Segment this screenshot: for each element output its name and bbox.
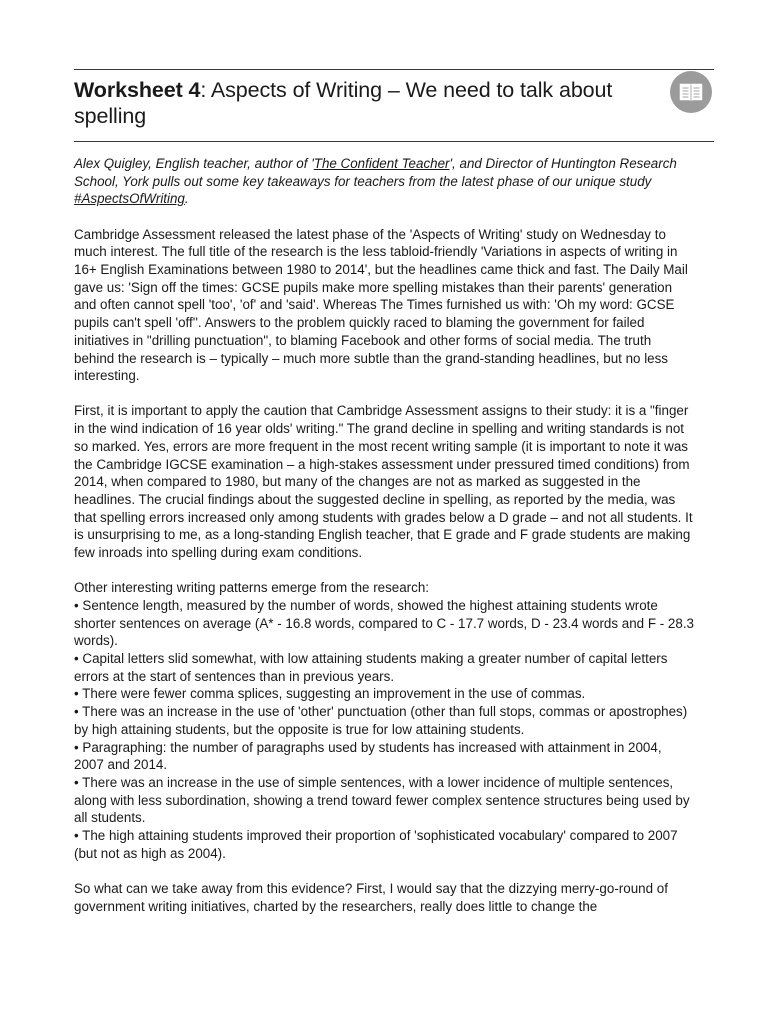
- list-item: • There were fewer comma splices, suggesting an improvement in the use of commas.: [74, 686, 586, 702]
- list-item: • There was an increase in the use of simple sentences, with a lower incidence of multiple sentences, along with less subordination, showing a trend toward fewer complex sentence structures being used by all students.: [74, 775, 690, 826]
- closing-paragraph: So what can we take away from this evidence? First, I would say that the dizzying merry-go-round of government writing initiatives, charted by the researchers, really does little to change the: [74, 881, 668, 914]
- title-worksheet-number: Worksheet 4: [74, 78, 201, 102]
- paragraph-2: First, it is important to apply the caution that Cambridge Assessment assigns to their study: it is a "finger in the wind indication of 16 year olds' writing." The grand decline in spelling and writing standards is not so marked. Yes, errors are more frequent in the most recent writing sample (it is important to note it was the Cambridge IGCSE examination – a high-stakes assessment under pressured timed conditions) from 2014, when compared to 1980, but many of the changes are not as marked as suggested in the headlines. The crucial findings about the suggested decline in spelling, as reported by the media, was that spelling errors increased only among students with grades below a D grade – and not all students. It is unsurprising to me, as a long-standing English teacher, that E grade and F grade students are making few inroads into spelling during exam conditions.: [74, 403, 693, 561]
- list-item: • Sentence length, measured by the number of words, showed the highest attaining students wrote shorter sentences on average (A* - 16.8 words, compared to C - 17.7 words, D - 23.4 words and F - 28.3 words).: [74, 597, 694, 649]
- author-intro: [74, 155, 694, 208]
- list-item: • There was an increase in the use of 'other' punctuation (other than full stops, commas or apostrophes) by high attaining students, but the opposite is true for low attaining students.: [74, 704, 688, 737]
- intro-text-1: Alex Quigley, English teacher, author of ': [74, 156, 314, 171]
- page-title: [74, 77, 674, 129]
- book-title-link[interactable]: The Confident Teacher: [313, 156, 450, 171]
- header-bottom-rule: [74, 141, 714, 142]
- list-item: • The high attaining students improved their proportion of 'sophisticated vocabulary' compared to 2007 (but not as high as 2004).: [74, 828, 678, 861]
- hashtag-link[interactable]: #AspectsOfWriting: [74, 191, 185, 207]
- intro-text-2: ', and Director of Huntington Research School, York pulls out some key takeaways for teachers from the latest phase of our unique study: [74, 156, 677, 189]
- intro-text-3: .: [184, 191, 189, 207]
- header-top-rule: [74, 69, 714, 70]
- open-book-icon: [670, 71, 712, 113]
- list-item: • Paragraphing: the number of paragraphs used by students has increased with attainment in 2004, 2007 and 2014.: [74, 739, 662, 773]
- title-text: : Aspects of Writing – We need to talk about spelling: [74, 78, 613, 128]
- list-item: • Capital letters slid somewhat, with low attaining students making a greater number of capital letters errors at the start of sentences than in previous years.: [74, 651, 668, 684]
- writing-patterns-section: [74, 579, 694, 862]
- article-body: [74, 155, 694, 915]
- paragraph-1: Cambridge Assessment released the latest phase of the 'Aspects of Writing' study on Wednesday to much interest. The full title of the research is the less tabloid-friendly 'Variations in aspects of writing in 16+ English Examinations between 1980 to 2014', but the headlines came thick and fast. The Daily Mail gave us: 'Sign off the times: GCSE pupils make more spelling mistakes than their parents' generation and often cannot spell 'too', 'of' and 'said'. Whereas The Times furnished us with: 'Oh my word: GCSE pupils can't spell 'off''. Answers to the problem quickly raced to blaming the government for failed initiatives in "drilling punctuation", to blaming Facebook and other forms of social media. The truth behind the research is – typically – much more subtle than the grand-standing headlines, but no less interesting.: [74, 226, 688, 384]
- patterns-list: [74, 597, 694, 863]
- patterns-intro: Other interesting writing patterns emerge from the research:: [74, 580, 430, 596]
